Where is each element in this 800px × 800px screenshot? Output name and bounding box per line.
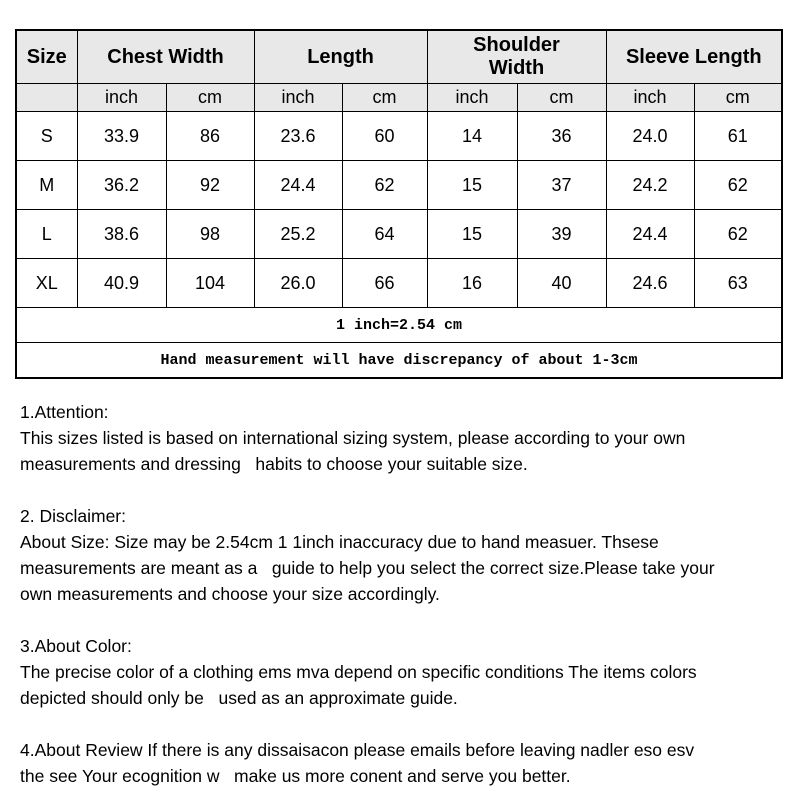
table-row-s [16, 112, 782, 161]
unit-cell-inch: inch [427, 84, 517, 112]
unit-cell-inch: inch [77, 84, 166, 112]
note-inch-conversion: 1 inch=2.54 cm [16, 308, 782, 343]
table-header-row [16, 30, 782, 84]
cell-shoulder-inch: 15 [427, 210, 517, 259]
cell-chest-cm: 104 [166, 259, 254, 308]
cell-chest-inch: 36.2 [77, 161, 166, 210]
cell-size: XL [16, 259, 77, 308]
cell-chest-inch: 40.9 [77, 259, 166, 308]
header-chest-width: Chest Width [77, 30, 254, 84]
cell-shoulder-inch: 16 [427, 259, 517, 308]
unit-cell-cm: cm [342, 84, 427, 112]
cell-length-cm: 64 [342, 210, 427, 259]
cell-sleeve-inch: 24.0 [606, 112, 694, 161]
cell-chest-cm: 98 [166, 210, 254, 259]
cell-shoulder-cm: 36 [517, 112, 606, 161]
header-size: Size [16, 30, 77, 84]
cell-length-inch: 23.6 [254, 112, 342, 161]
cell-length-inch: 24.4 [254, 161, 342, 210]
table-units-row [16, 84, 782, 112]
cell-shoulder-inch: 15 [427, 161, 517, 210]
table-row-m [16, 161, 782, 210]
cell-sleeve-cm: 62 [694, 161, 782, 210]
disclaimer-text-line: About Size: Size may be 2.54cm 1 1inch inaccuracy due to hand measuer. Thsese [20, 532, 659, 552]
cell-sleeve-inch: 24.2 [606, 161, 694, 210]
cell-sleeve-cm: 63 [694, 259, 782, 308]
paragraph-attention [20, 399, 780, 477]
cell-length-inch: 25.2 [254, 210, 342, 259]
cell-size: M [16, 161, 77, 210]
cell-shoulder-cm: 37 [517, 161, 606, 210]
notes-section [20, 399, 780, 800]
header-sleeve-length: Sleeve Length [606, 30, 782, 84]
unit-cell-cm: cm [517, 84, 606, 112]
cell-shoulder-inch: 14 [427, 112, 517, 161]
table-note-row-inch-conversion [16, 308, 782, 343]
cell-length-cm: 66 [342, 259, 427, 308]
cell-shoulder-cm: 39 [517, 210, 606, 259]
size-chart-table [15, 29, 783, 379]
cell-chest-inch: 38.6 [77, 210, 166, 259]
table-row-l [16, 210, 782, 259]
about-review-text-line: 4.About Review If there is any dissaisacon please emails before leaving nadler eso esv [20, 740, 695, 760]
cell-chest-inch: 33.9 [77, 112, 166, 161]
disclaimer-text-line: measurements are meant as a guide to help you select the correct size.Please take your [20, 558, 715, 578]
attention-text-line: measurements and dressing habits to choose your suitable size. [20, 454, 528, 474]
note-hand-measurement: Hand measurement will have discrepancy of about 1-3cm [16, 343, 782, 379]
cell-length-cm: 62 [342, 161, 427, 210]
cell-size: L [16, 210, 77, 259]
table-note-row-hand-measurement [16, 343, 782, 379]
cell-chest-cm: 86 [166, 112, 254, 161]
unit-cell-cm: cm [166, 84, 254, 112]
header-length: Length [254, 30, 427, 84]
cell-size: S [16, 112, 77, 161]
cell-shoulder-cm: 40 [517, 259, 606, 308]
cell-sleeve-cm: 61 [694, 112, 782, 161]
table-row-xl [16, 259, 782, 308]
header-shoulder-width [427, 30, 606, 84]
about-color-text-line: depicted should only be used as an approximate guide. [20, 688, 458, 708]
attention-heading: 1.Attention: [20, 402, 109, 422]
header-shoulder-width-text: Shoulder Width [473, 34, 560, 79]
unit-cell-inch: inch [606, 84, 694, 112]
cell-sleeve-cm: 62 [694, 210, 782, 259]
cell-sleeve-inch: 24.6 [606, 259, 694, 308]
paragraph-about-review [20, 737, 780, 789]
disclaimer-text-line: own measurements and choose your size accordingly. [20, 584, 440, 604]
about-review-text-line: the see Your ecognition w make us more conent and serve you better. [20, 766, 571, 786]
unit-cell-inch: inch [254, 84, 342, 112]
cell-length-inch: 26.0 [254, 259, 342, 308]
unit-cell-empty [16, 84, 77, 112]
about-color-text-line: The precise color of a clothing ems mva depend on specific conditions The items colors [20, 662, 697, 682]
attention-text-line: This sizes listed is based on international sizing system, please according to your own [20, 428, 686, 448]
paragraph-about-color [20, 633, 780, 711]
disclaimer-heading: 2. Disclaimer: [20, 506, 126, 526]
unit-cell-cm: cm [694, 84, 782, 112]
cell-length-cm: 60 [342, 112, 427, 161]
cell-sleeve-inch: 24.4 [606, 210, 694, 259]
paragraph-disclaimer [20, 503, 780, 607]
about-color-heading: 3.About Color: [20, 636, 132, 656]
cell-chest-cm: 92 [166, 161, 254, 210]
